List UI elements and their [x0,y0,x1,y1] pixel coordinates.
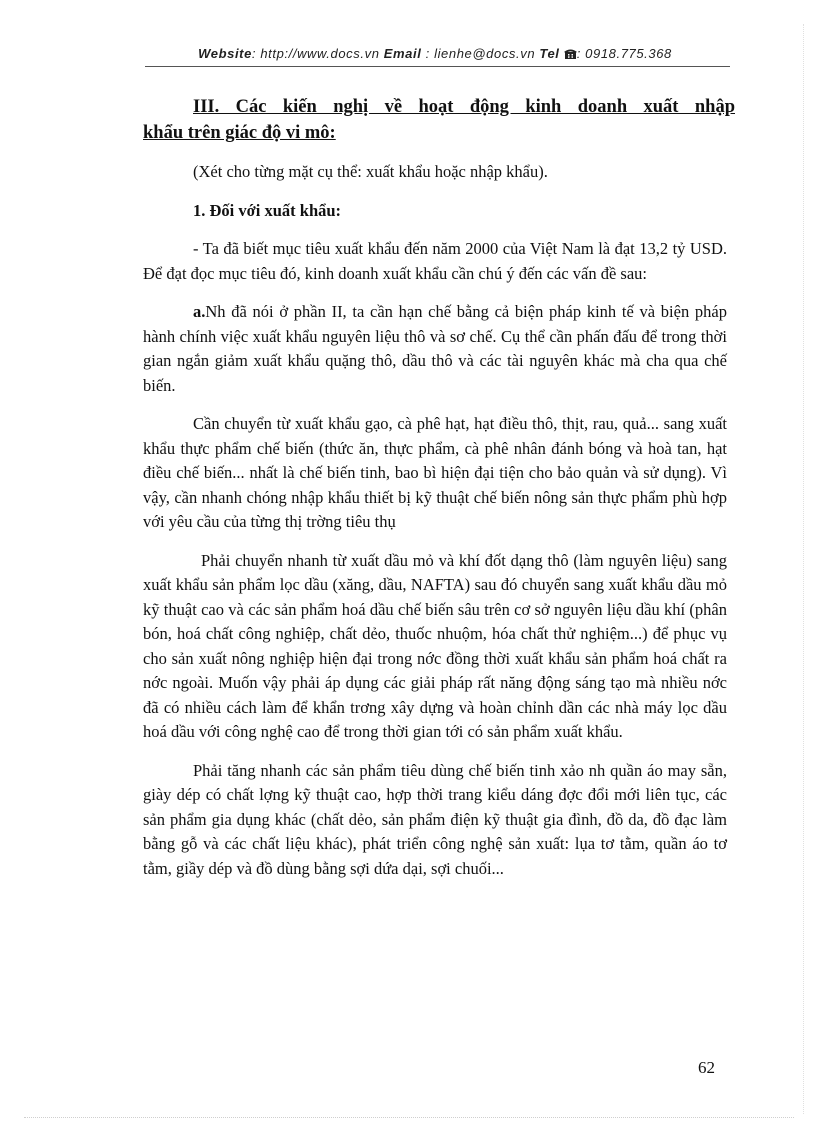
paragraph-3: Cần chuyển từ xuất khẩu gạo, cà phê hạt, hạt điều thô, thịt, rau, quả... sang xuất khẩu thực phẩm chế biến (thức ăn, thực phẩm, cà phê nhân đánh bóng và hoà tan, hạt điều chế biến... nhất là chế biến tinh, bao bì hiện đại tiện cho bảo quản và sử dụng). Vì vậy, cần nhanh chóng nhập khẩu thiết bị kỹ thuật chế biến nông sản thực phẩm phù hợp với yêu cầu của từng thị trờng tiêu thụ [143,414,727,531]
phone-icon [564,48,577,59]
section-heading-line-1: III. Các kiến nghị về hoạt động kinh doanh xuất nhập [193,97,735,117]
email-address[interactable]: : lienhe@docs.vn [425,46,536,61]
paragraph-2 [143,300,727,398]
paragraph-5: Phải tăng nhanh các sản phẩm tiêu dùng chế biến tinh xảo nh quần áo may sẵn, giày dép có chất lợng kỹ thuật cao, hợp thời trang kiểu dáng đợc đổi mới liên tục, các sản phẩm gia dụng khác (chất dẻo, sản phẩm điện kỹ thuật gia đình, đồ da, đồ đạc làm bằng gỗ và các chất liệu khác), phát triển công nghệ sản xuất: lụa tơ tằm, quần áo tơ tằm, giầy dép và đồ dùng bằng sợi dứa dại, sợi chuối... [143,760,727,878]
website-url[interactable]: : http://www.docs.vn [251,46,380,61]
website-label: Website [198,46,252,61]
paragraph-2-marker: a. [193,302,206,321]
section-heading [143,94,735,146]
header-divider [145,66,730,67]
page-number: 62 [698,1058,715,1077]
tel-number: : 0918.775.368 [576,46,672,61]
page-header [140,46,730,61]
paragraph-4: Phải chuyển nhanh từ xuất dầu mỏ và khí đốt dạng thô (làm nguyên liệu) sang xuất khẩu sản phẩm lọc dầu (xăng, dầu, NAFTA) sau đó chuyển sang xuất khẩu dầu mỏ kỹ thuật cao và các sản phẩm hoá dầu chế biến sâu trên cơ sở nguyên liệu dầu khí (phân bón, hoá chất công nghiệp, chất dẻo, thuốc nhuộm, hóa chất thử nghiệm...) để phục vụ cho sản xuất nông nghiệp hiện đại trong nớc đồng thời xuất khẩu sản phẩm hoá chất ra nớc ngoài. Muốn vậy phải áp dụng các giải pháp rất năng động sáng tạo mà nhiều nớc đã có nhiều cách làm để khẩn trơng xây dựng và hoàn chỉnh dần các nhà máy lọc dầu hoá dầu với công nghệ cao để trong thời gian tới có sản phẩm xuất khẩu. [143,550,727,741]
section-heading-line-2: khẩu trên giác độ vi mô: [143,123,336,143]
paragraph-2-text: Nh đã nói ở phần II, ta cần hạn chế bằng cả biện pháp kinh tế và biện pháp hành chính việc xuất khẩu nguyên liệu thô và sơ chế. Cụ thể cần phấn đấu để trong thời gian ngắn giảm xuất khẩu quặng thô, dầu thô và các tài nguyên khác mà cha qua chế biến. [143,302,727,395]
subheading: 1. Đối với xuất khẩu: [193,200,342,220]
footer-dotted-line [24,1117,794,1118]
tel-label: Tel [539,46,560,61]
document-body [143,160,727,895]
paragraph-1: - Ta đã biết mục tiêu xuất khẩu đến năm 2000 của Việt Nam là đạt 13,2 tỷ USD. Để đạt đọc mục tiêu đó, kinh doanh xuất khẩu cần chú ý đến các vấn đề sau: [143,239,727,283]
margin-dotted-line [803,24,804,1114]
intro-paragraph: (Xét cho từng mặt cụ thể: xuất khẩu hoặc nhập khẩu). [193,162,548,181]
email-label: Email [383,46,422,61]
